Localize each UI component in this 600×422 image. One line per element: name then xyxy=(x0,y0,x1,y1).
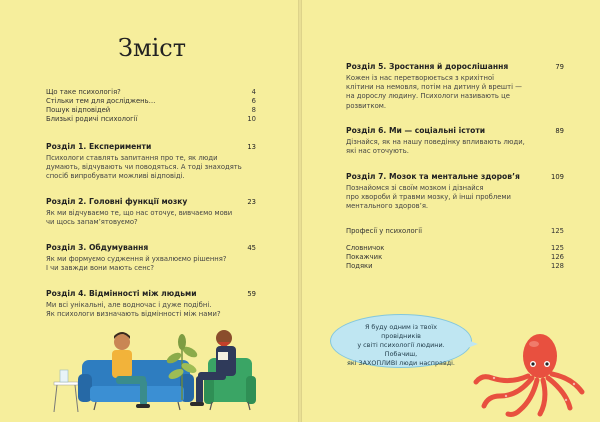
section-description xyxy=(46,209,266,227)
toc-entry-page: 125 xyxy=(551,244,564,252)
desc-line: ментального здоров’я. xyxy=(346,202,429,211)
desc-line: розвитком. xyxy=(346,101,387,110)
section-page: 45 xyxy=(247,244,256,252)
section-title: Розділ 4. Відмінності між людьми xyxy=(46,289,197,298)
bubble-line: у світі психології людини. Побачиш, xyxy=(357,341,445,358)
desc-line: про хвороби й травми мозку, й інші проблеми xyxy=(346,193,511,202)
section-page: 13 xyxy=(247,143,256,151)
toc-entry-page: 10 xyxy=(247,115,256,123)
toc-entry-page: 128 xyxy=(551,262,564,270)
desc-line: думають, відчувають чи поводяться. А тоді знаходять xyxy=(46,163,242,172)
section-title: Розділ 3. Обдумування xyxy=(46,243,149,252)
desc-line: І чи завжди вони мають сенс? xyxy=(46,264,154,273)
toc-entry-page: 8 xyxy=(251,106,256,114)
desc-line: чи щось запам’ятовуємо? xyxy=(46,218,138,227)
section-description xyxy=(46,255,266,273)
section-title: Розділ 5. Зростання й дорослішання xyxy=(346,62,509,71)
section-page: 109 xyxy=(551,173,564,181)
section-page: 89 xyxy=(555,127,564,135)
section-description xyxy=(346,74,566,111)
toc-entry-label: Покажчик xyxy=(346,253,383,261)
desc-line: клітини на немовля, потім на дитину й врешті — xyxy=(346,83,522,92)
desc-line: Познайомся зі своїм мозком і дізнайся xyxy=(346,184,484,192)
toc-entry-label: Пошук відповідей xyxy=(46,106,111,114)
sofa xyxy=(78,360,194,410)
therapy-session-illustration xyxy=(40,318,290,418)
section-title: Розділ 7. Мозок та ментальне здоров’я xyxy=(346,172,520,181)
octopus-illustration xyxy=(470,330,590,420)
section-description xyxy=(46,301,266,319)
toc-entry-page: 125 xyxy=(551,227,564,235)
page-title: Зміст xyxy=(118,34,187,62)
section-page: 79 xyxy=(555,63,564,71)
toc-entry-label: Професії у психології xyxy=(346,227,423,235)
section-description xyxy=(346,138,566,156)
side-table xyxy=(54,370,78,412)
desc-line: Як психологи визначають відмінності між нами? xyxy=(46,310,221,319)
toc-entry-page: 4 xyxy=(251,88,256,96)
desc-line: Дізнайся, як на нашу поведінку впливають люди, xyxy=(346,138,525,146)
section-title: Розділ 1. Експерименти xyxy=(46,142,152,151)
toc-entry-label: Близькі родичі психології xyxy=(46,115,138,123)
desc-line: які нас оточують. xyxy=(346,147,409,156)
speech-bubble-text xyxy=(346,323,456,368)
toc-entry-page: 126 xyxy=(551,253,564,261)
desc-line: Як ми відчуваємо те, що нас оточує, вивчаємо мови xyxy=(46,209,233,217)
toc-entry-label: Подяки xyxy=(346,262,373,270)
desc-line: на дорослу людину. Психологи називають це xyxy=(346,92,510,101)
section-page: 23 xyxy=(247,198,256,206)
section-description xyxy=(346,184,566,212)
section-page: 59 xyxy=(247,290,256,298)
desc-line: спосіб випробувати можливі відповіді. xyxy=(46,172,185,181)
book-gutter xyxy=(298,0,302,422)
toc-entry-label: Словничок xyxy=(346,244,385,252)
desc-line: Кожен із нас перетворюється з крихітної xyxy=(346,74,494,82)
bubble-line: Я буду одним із твоїх провідників xyxy=(364,323,438,340)
desc-line: Психологи ставлять запитання про те, як люди xyxy=(46,154,218,162)
section-title: Розділ 2. Головні функції мозку xyxy=(46,197,188,206)
toc-entry-label: Що таке психологія? xyxy=(46,88,121,96)
section-title: Розділ 6. Ми — соціальні істоти xyxy=(346,126,486,135)
bubble-line: які ЗАХОПЛИВІ люди насправді. xyxy=(347,359,455,367)
toc-entry-page: 6 xyxy=(251,97,256,105)
toc-entry-label: Стільки тем для досліджень… xyxy=(46,97,156,105)
section-description xyxy=(46,154,266,182)
desc-line: Як ми формуємо судження й ухвалюємо рішення? xyxy=(46,255,227,263)
desc-line: Ми всі унікальні, але водночас і дуже подібні. xyxy=(46,301,212,309)
